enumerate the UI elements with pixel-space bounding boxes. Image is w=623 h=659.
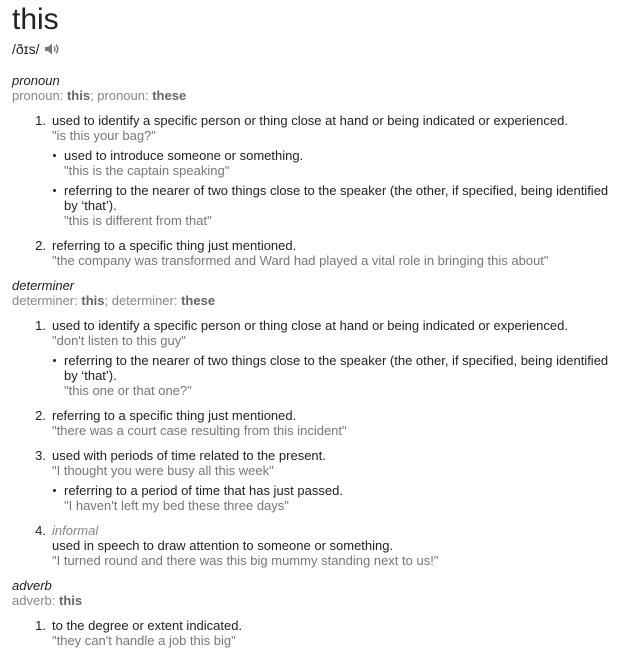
definition: referring to a specific thing just mentioned. [52, 238, 297, 253]
subsense [52, 353, 617, 398]
sense-number: 1. [35, 318, 46, 333]
sense [12, 113, 617, 228]
sense-number: 3. [35, 448, 46, 463]
example: "I haven't left my bed these three days" [64, 498, 289, 513]
definition: referring to a specific thing just mentioned. [52, 408, 297, 423]
example: "they can't handle a job this big" [52, 633, 236, 648]
sense [12, 318, 617, 398]
definition: used in speech to draw attention to someone or something. [52, 538, 394, 553]
example: "this is different from that" [64, 213, 212, 228]
example: "I thought you were busy all this week" [52, 463, 274, 478]
subsense [52, 183, 617, 228]
example: "this one or that one?" [64, 383, 192, 398]
pos-section-adverb [12, 578, 617, 648]
word-forms: adverb: this [12, 593, 83, 608]
sense [12, 238, 617, 268]
example: "don't listen to this guy" [52, 333, 186, 348]
definition: used to introduce someone or something. [64, 148, 304, 163]
sense-number: 2. [35, 408, 46, 423]
word-forms: pronoun: this; pronoun: these [12, 88, 187, 103]
definition: referring to a period of time that has just passed. [64, 483, 343, 498]
word-forms: determiner: this; determiner: these [12, 293, 216, 308]
definition: used to identify a specific person or thing close at hand or being indicated or experienced. [52, 318, 568, 333]
dictionary-entry [12, 0, 617, 648]
bullet [53, 154, 56, 157]
sense-number: 4. [35, 523, 46, 538]
definition: referring to the nearer of two things close to the speaker (the other, if specified, being identified by ‘that’). [64, 183, 609, 213]
example: "I turned round and there was this big mummy standing next to us!" [52, 553, 439, 568]
sense [12, 408, 617, 438]
phonetic-spelling: /ðɪs/ [12, 41, 40, 57]
example: "this is the captain speaking" [64, 163, 230, 178]
sense [12, 618, 617, 648]
sense-number: 1. [35, 618, 46, 633]
part-of-speech: pronoun [12, 73, 60, 88]
bullet [53, 489, 56, 492]
speaker-icon[interactable] [44, 42, 60, 56]
definition: to the degree or extent indicated. [52, 618, 243, 633]
headword: this [12, 3, 59, 36]
definition: used to identify a specific person or thing close at hand or being indicated or experienced. [52, 113, 568, 128]
sense-number: 1. [35, 113, 46, 128]
pos-section-determiner [12, 278, 617, 568]
bullet [53, 359, 56, 362]
definition: used with periods of time related to the present. [52, 448, 326, 463]
sense [12, 448, 617, 513]
bullet [53, 189, 56, 192]
register-label: informal [52, 523, 99, 538]
example: "the company was transformed and Ward had played a vital role in bringing this about" [52, 253, 549, 268]
pronunciation-row [12, 38, 617, 60]
part-of-speech: determiner [12, 278, 75, 293]
example: "there was a court case resulting from this incident" [52, 423, 347, 438]
pos-section-pronoun [12, 73, 617, 268]
example: "is this your bag?" [52, 128, 156, 143]
part-of-speech: adverb [12, 578, 52, 593]
definition: referring to the nearer of two things close to the speaker (the other, if specified, being identified by ‘that’). [64, 353, 609, 383]
subsense [52, 483, 617, 513]
sense [12, 523, 617, 568]
subsense [52, 148, 617, 178]
sense-number: 2. [35, 238, 46, 253]
